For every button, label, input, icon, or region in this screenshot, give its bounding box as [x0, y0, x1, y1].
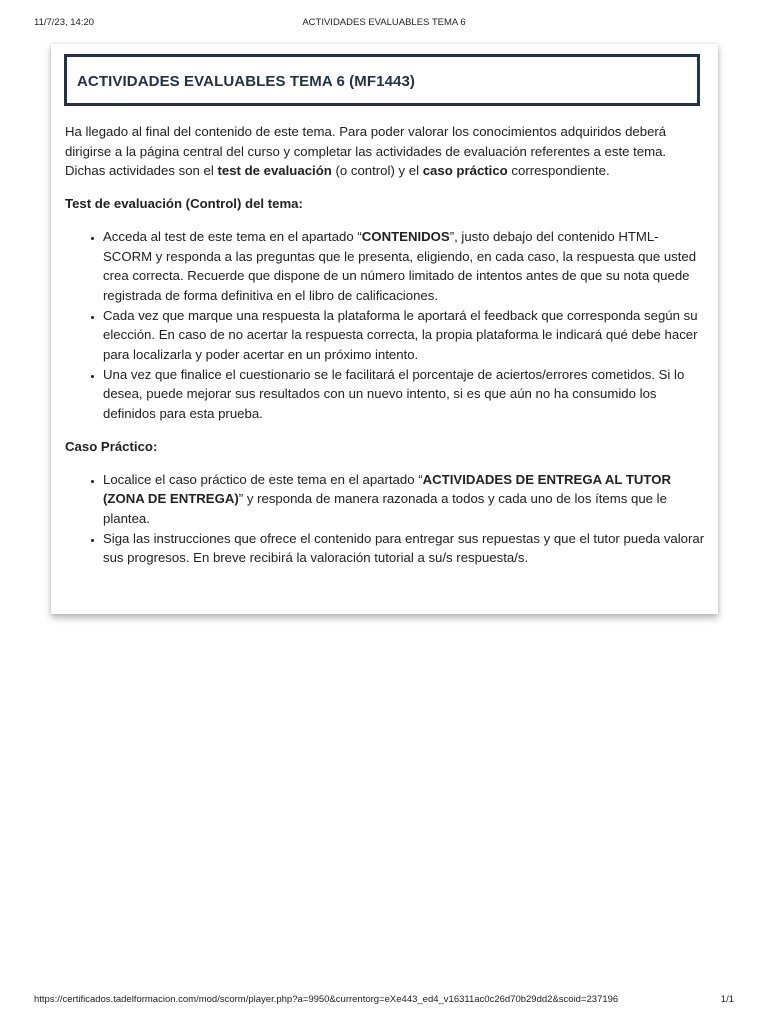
print-header-title: ACTIVIDADES EVALUABLES TEMA 6: [302, 17, 466, 28]
test-item1-text-1: Acceda al test de este tema en el apartado “: [103, 228, 362, 244]
page-count: 1/1: [720, 994, 734, 1005]
page-url: https://certificados.tadelformacion.com/mod/scorm/player.php?a=9950&currentorg=eXe443_ed4_v16311ac0c26d70b29dd2&scoid=237196: [34, 994, 619, 1005]
test-section-title: Test de evaluación (Control) del tema:: [65, 196, 303, 212]
page-title: ACTIVIDADES EVALUABLES TEMA 6 (MF1443): [77, 73, 416, 90]
activity-content: [65, 122, 707, 568]
test-item1-text-2: ”, justo debajo del contenido HTML-SCORM y responda a las preguntas que le presenta, eligiendo, en cada caso, la respuesta que usted crea correcta. Recuerde que dispone de un número limitado de intentos antes de que su nota quede registrada de forma definitiva en el libro de calificaciones.: [103, 228, 697, 303]
case-item1-text-1: Localice el caso práctico de este tema en el apartado “: [103, 471, 423, 487]
list-item: • Cada vez que marque una respuesta la plataforma le aportará el feedback que corresponda según su elección. En caso de no acertar la respuesta correcta, la propia plataforma le indicará qué debe hacer para localizarla y poder acertar en un próximo intento.: [103, 306, 707, 365]
heading-box: [64, 54, 700, 106]
intro-text-3: correspondiente.: [507, 163, 610, 179]
list-item: [103, 227, 707, 306]
intro-text-1: Ha llegado al final del contenido de este tema. Para poder valorar los conocimientos adquiridos deberá dirigirse a la página central del curso y completar las actividades de evaluación referentes a este tema. Dichas actividades son el: [65, 124, 667, 179]
list-item: • Siga las instrucciones que ofrece el contenido para entregar sus repuestas y que el tutor pueda valorar sus progresos. En breve recibirá la valoración tutorial a su/s respuesta/s.: [103, 529, 707, 568]
intro-bold-test: test de evaluación: [217, 163, 332, 179]
activity-card: [51, 44, 718, 614]
test-item1-bold: CONTENIDOS: [361, 228, 450, 244]
list-item: • Una vez que finalice el cuestionario se le facilitará el porcentaje de aciertos/errores cometidos. Si lo desea, puede mejorar sus resultados con un nuevo intento, si es que aún no ha consumido los definidos para esta prueba.: [103, 365, 707, 424]
case-item1-text-2: ” y responda de manera razonada a todos y cada uno de los ítems que le plantea.: [103, 491, 667, 526]
intro-bold-case: caso práctico: [422, 163, 508, 179]
list-item: [103, 470, 707, 529]
test-instructions-list: [65, 227, 707, 424]
case-instructions-list: [65, 470, 707, 569]
intro-paragraph: [65, 122, 707, 181]
case-section-title: Caso Práctico:: [65, 438, 158, 454]
case-item1-bold: ACTIVIDADES DE ENTREGA AL TUTOR (ZONA DE ENTREGA): [103, 471, 672, 507]
intro-text-2: (o control) y el: [331, 163, 423, 179]
print-header-datetime: 11/7/23, 14:20: [34, 17, 95, 28]
